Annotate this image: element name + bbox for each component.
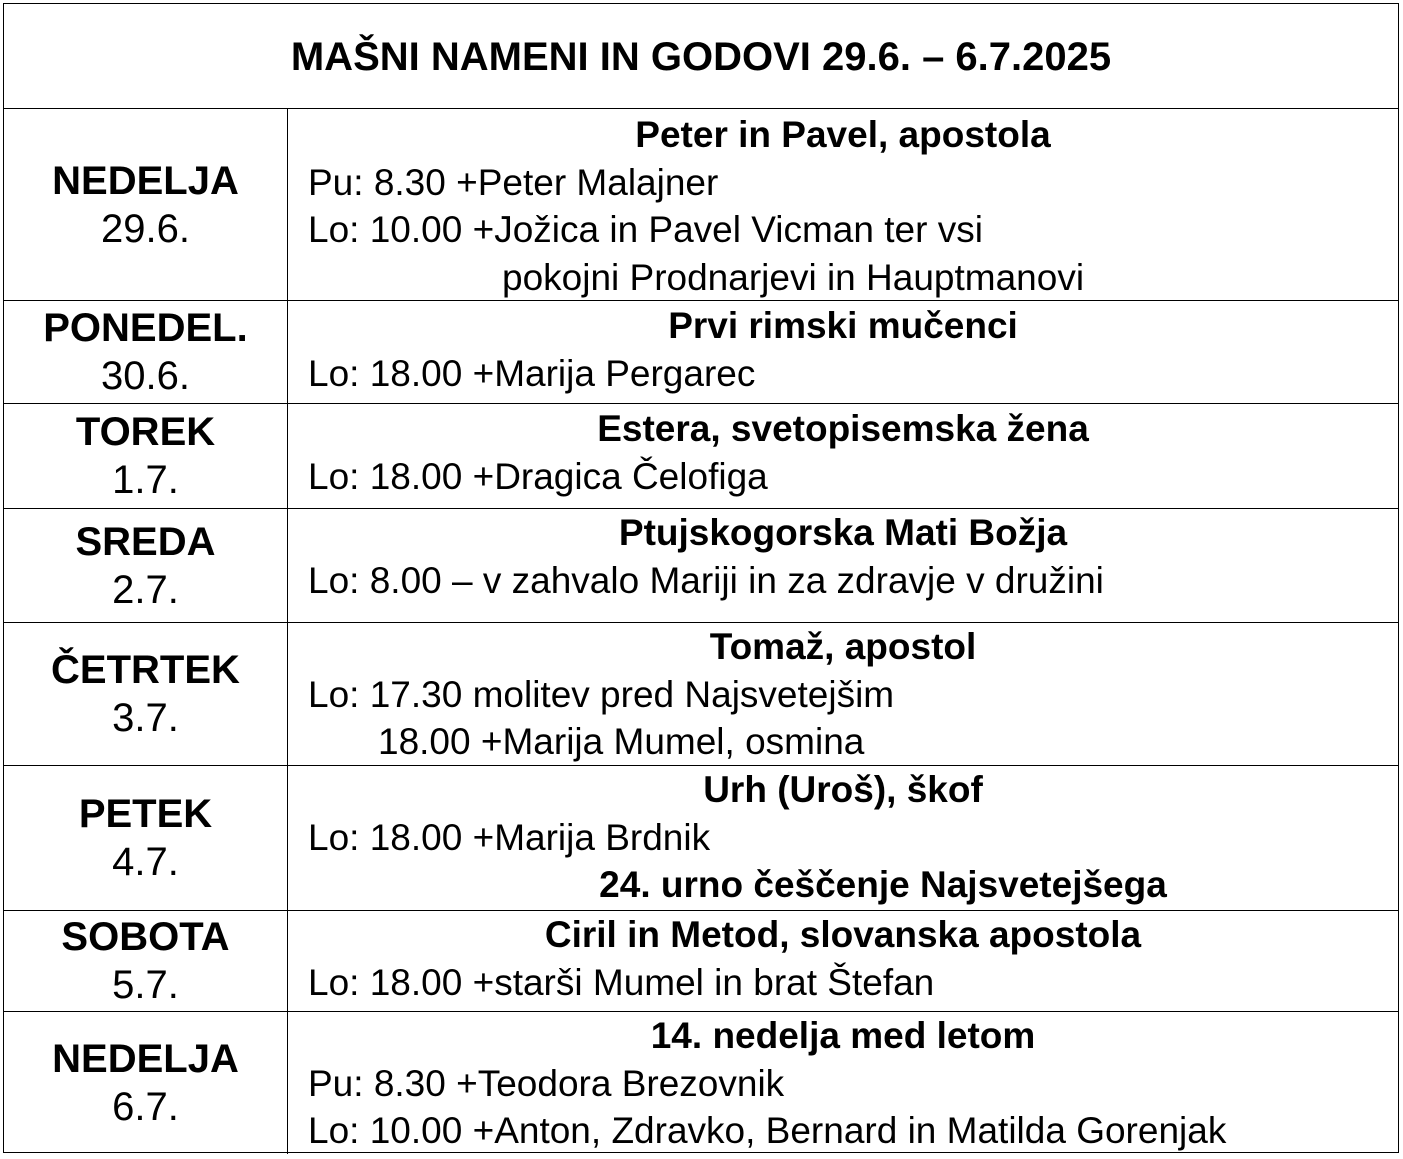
feast-title: Tomaž, apostol xyxy=(709,626,977,667)
day-date: 2.7. xyxy=(112,567,179,612)
day-name: SOBOTA xyxy=(61,915,230,959)
table-row xyxy=(4,509,1398,623)
day-cell xyxy=(4,509,288,622)
day-date: 4.7. xyxy=(112,840,179,884)
table-row xyxy=(4,766,1398,911)
feast-title: 14. nedelja med letom xyxy=(650,1015,1036,1056)
page-title: MAŠNI NAMENI IN GODOVI 29.6. – 6.7.2025 xyxy=(4,4,1398,109)
day-content xyxy=(288,301,1398,403)
day-name: SREDA xyxy=(75,519,216,564)
adoration-note: 24. urno češčenje Najsvetejšega xyxy=(599,864,1167,905)
mass-intention: Pu: 8.30 +Peter Malajner xyxy=(308,161,719,203)
day-name: TOREK xyxy=(75,410,216,454)
table-row xyxy=(4,911,1398,1012)
day-content xyxy=(288,911,1398,1011)
day-name: PONEDEL. xyxy=(43,306,248,350)
day-date: 30.6. xyxy=(101,354,190,398)
day-cell xyxy=(4,109,288,300)
day-date: 1.7. xyxy=(112,458,179,502)
table-row xyxy=(4,1012,1398,1154)
mass-intention: Lo: 18.00 +Dragica Čelofiga xyxy=(308,455,768,497)
day-content xyxy=(288,1012,1398,1154)
day-cell xyxy=(4,404,288,508)
day-name: PETEK xyxy=(78,792,213,836)
day-name: ČETRTEK xyxy=(51,648,240,692)
feast-title: Peter in Pavel, apostola xyxy=(635,114,1051,155)
feast-title: Estera, svetopisemska žena xyxy=(597,408,1089,449)
table-row xyxy=(4,623,1398,766)
day-content xyxy=(288,766,1398,910)
day-name: NEDELJA xyxy=(52,1037,239,1081)
day-content xyxy=(288,509,1398,622)
feast-title: Prvi rimski mučenci xyxy=(668,305,1018,346)
day-content xyxy=(288,623,1398,765)
feast-title: Urh (Uroš), škof xyxy=(703,769,983,810)
table-row xyxy=(4,301,1398,404)
mass-intention: Lo: 18.00 +starši Mumel in brat Štefan xyxy=(308,961,935,1003)
mass-intention: 18.00 +Marija Mumel, osmina xyxy=(378,721,865,762)
day-name: NEDELJA xyxy=(52,158,239,203)
mass-intention: Lo: 8.00 – v zahvalo Mariji in za zdravje v družini xyxy=(308,559,1104,601)
day-date: 5.7. xyxy=(112,963,179,1007)
day-cell xyxy=(4,1012,288,1154)
schedule-table xyxy=(3,3,1399,1153)
mass-intention: Lo: 18.00 +Marija Pergarec xyxy=(308,352,756,394)
day-date: 29.6. xyxy=(101,206,190,251)
feast-title: Ciril in Metod, slovanska apostola xyxy=(544,914,1142,955)
table-row xyxy=(4,404,1398,509)
day-cell xyxy=(4,766,288,910)
day-content xyxy=(288,404,1398,508)
mass-intention: Lo: 10.00 +Jožica in Pavel Vicman ter vsi xyxy=(308,209,983,250)
mass-intention: Lo: 18.00 +Marija Brdnik xyxy=(308,816,711,858)
day-content xyxy=(288,109,1398,300)
table-row xyxy=(4,109,1398,301)
mass-intention: Lo: 17.30 molitev pred Najsvetejšim xyxy=(308,673,895,715)
day-cell xyxy=(4,911,288,1011)
feast-title: Ptujskogorska Mati Božja xyxy=(618,512,1068,553)
day-cell xyxy=(4,301,288,403)
day-date: 3.7. xyxy=(112,696,179,740)
mass-intention: Pu: 8.30 +Teodora Brezovnik xyxy=(308,1062,785,1104)
mass-intention-continuation: pokojni Prodnarjevi in Hauptmanovi xyxy=(502,256,1085,298)
mass-intention: Lo: 10.00 +Anton, Zdravko, Bernard in Matilda Gorenjak xyxy=(308,1110,1227,1151)
day-date: 6.7. xyxy=(112,1085,179,1129)
day-cell xyxy=(4,623,288,765)
